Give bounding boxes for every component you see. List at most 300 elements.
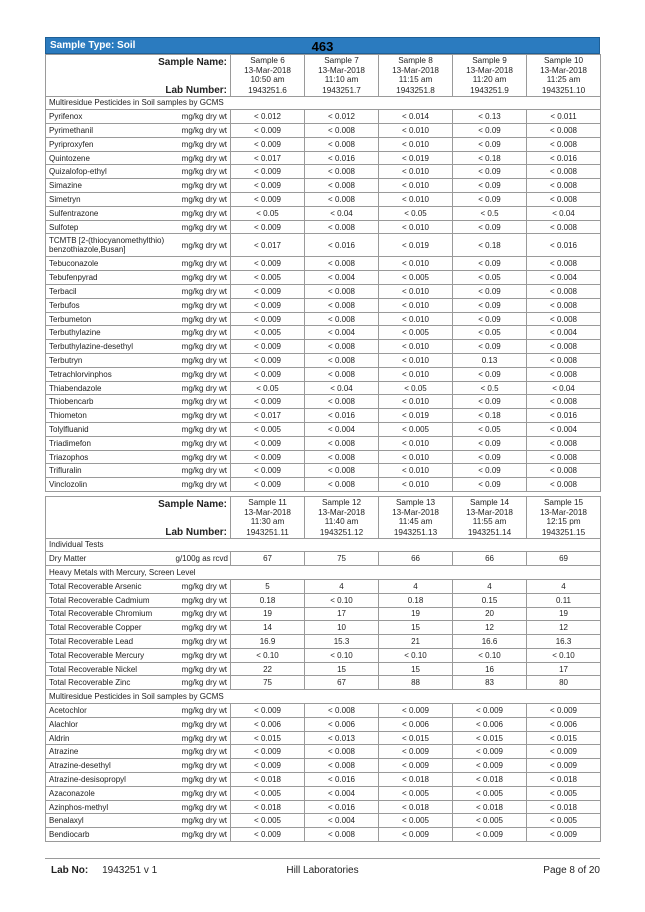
result-value: < 0.09 — [453, 165, 527, 179]
result-value: 75 — [231, 676, 305, 690]
unit: mg/kg dry wt — [173, 151, 231, 165]
unit: mg/kg dry wt — [173, 312, 231, 326]
result-value: < 0.5 — [453, 381, 527, 395]
result-value: < 0.018 — [379, 773, 453, 787]
table-row — [46, 552, 601, 566]
result-value: < 0.008 — [527, 395, 601, 409]
result-value: 4 — [305, 579, 379, 593]
parameter-name: Alachlor — [46, 717, 173, 731]
table-row — [46, 179, 601, 193]
parameter-name: Total Recoverable Lead — [46, 635, 173, 649]
sample-name: Sample 10 — [543, 56, 584, 65]
sample-type-title: Sample Type: Soil — [45, 37, 600, 54]
table-row — [46, 220, 601, 234]
sample-date: 13-Mar-2018 — [244, 507, 291, 517]
sample-header-cell — [527, 497, 601, 527]
result-value: < 0.10 — [305, 593, 379, 607]
result-value: < 0.016 — [527, 234, 601, 257]
result-value: 21 — [379, 635, 453, 649]
table-row — [46, 395, 601, 409]
table-row — [46, 731, 601, 745]
result-value: 15 — [305, 662, 379, 676]
result-value: < 0.008 — [305, 340, 379, 354]
result-value: < 0.004 — [527, 423, 601, 437]
result-value: < 0.009 — [231, 165, 305, 179]
unit: mg/kg dry wt — [173, 450, 231, 464]
result-value: < 0.009 — [231, 354, 305, 368]
sample-name: Sample 15 — [543, 498, 584, 508]
sample-time: 10:50 am — [250, 75, 285, 84]
result-value: < 0.005 — [379, 814, 453, 828]
result-value: 5 — [231, 579, 305, 593]
sample-header-cell — [305, 497, 379, 527]
result-value: < 0.008 — [305, 220, 379, 234]
table-row — [46, 800, 601, 814]
result-value: < 0.005 — [453, 786, 527, 800]
unit: mg/kg dry wt — [173, 704, 231, 718]
result-value: < 0.009 — [231, 340, 305, 354]
result-value: < 0.010 — [379, 137, 453, 151]
result-value: 19 — [527, 607, 601, 621]
result-value: < 0.018 — [231, 800, 305, 814]
result-value: < 0.09 — [453, 312, 527, 326]
result-value: < 0.005 — [231, 786, 305, 800]
result-value: < 0.008 — [527, 478, 601, 492]
section-title: Heavy Metals with Mercury, Screen Level — [46, 566, 601, 580]
table-row — [46, 271, 601, 285]
result-value: < 0.010 — [379, 285, 453, 299]
result-value: < 0.10 — [527, 648, 601, 662]
sample-header-row — [46, 497, 601, 527]
table-row — [46, 409, 601, 423]
result-value: < 0.016 — [305, 151, 379, 165]
result-value: < 0.018 — [527, 773, 601, 787]
result-value: < 0.004 — [305, 326, 379, 340]
result-value: < 0.005 — [527, 814, 601, 828]
result-value: < 0.004 — [305, 423, 379, 437]
parameter-name: Triazophos — [46, 450, 173, 464]
sample-date: 13-Mar-2018 — [540, 507, 587, 517]
result-value: < 0.017 — [231, 151, 305, 165]
parameter-name: Total Recoverable Zinc — [46, 676, 173, 690]
result-value: < 0.009 — [231, 478, 305, 492]
result-value: < 0.010 — [379, 220, 453, 234]
result-value: 19 — [379, 607, 453, 621]
result-value: < 0.008 — [527, 220, 601, 234]
parameter-name: Tebufenpyrad — [46, 271, 173, 285]
result-value: < 0.010 — [379, 464, 453, 478]
result-value: < 0.04 — [305, 206, 379, 220]
result-value: < 0.008 — [305, 298, 379, 312]
table-row — [46, 717, 601, 731]
result-value: < 0.009 — [379, 704, 453, 718]
result-value: < 0.009 — [231, 759, 305, 773]
sample-date: 13-Mar-2018 — [540, 65, 587, 75]
result-value: < 0.010 — [379, 165, 453, 179]
lab-number-cell: 1943251.13 — [379, 527, 453, 539]
parameter-name: Tolylfluanid — [46, 423, 173, 437]
result-value: < 0.09 — [453, 367, 527, 381]
result-value: < 0.009 — [231, 257, 305, 271]
table-row — [46, 635, 601, 649]
parameter-name: Total Recoverable Arsenic — [46, 579, 173, 593]
section-row — [46, 690, 601, 704]
table-row — [46, 814, 601, 828]
result-value: < 0.05 — [231, 381, 305, 395]
result-value: < 0.010 — [379, 193, 453, 207]
result-value: < 0.010 — [379, 179, 453, 193]
sample-time: 11:25 am — [546, 75, 581, 84]
table-row — [46, 124, 601, 138]
result-value: 17 — [305, 607, 379, 621]
result-value: < 0.008 — [527, 257, 601, 271]
parameter-name: Bendiocarb — [46, 828, 173, 842]
unit: mg/kg dry wt — [173, 193, 231, 207]
result-value: < 0.004 — [305, 814, 379, 828]
unit: g/100g as rcvd — [173, 552, 231, 566]
result-value: < 0.09 — [453, 257, 527, 271]
parameter-name: Total Recoverable Cadmium — [46, 593, 173, 607]
result-value: < 0.18 — [453, 409, 527, 423]
unit: mg/kg dry wt — [173, 607, 231, 621]
table-row — [46, 110, 601, 124]
parameter-name: Total Recoverable Copper — [46, 621, 173, 635]
unit: mg/kg dry wt — [173, 773, 231, 787]
lab-number-cell: 1943251.12 — [305, 527, 379, 539]
result-value: 0.18 — [379, 593, 453, 607]
sample-date: 13-Mar-2018 — [318, 507, 365, 517]
result-value: < 0.009 — [527, 745, 601, 759]
result-value: < 0.012 — [231, 110, 305, 124]
result-value: < 0.009 — [231, 312, 305, 326]
table-row — [46, 298, 601, 312]
result-value: < 0.09 — [453, 340, 527, 354]
result-value: < 0.05 — [379, 206, 453, 220]
result-value: < 0.008 — [305, 124, 379, 138]
result-value: < 0.008 — [305, 312, 379, 326]
result-value: < 0.017 — [231, 409, 305, 423]
parameter-name: Terbufos — [46, 298, 173, 312]
table-row — [46, 759, 601, 773]
result-value: < 0.015 — [379, 731, 453, 745]
sample-time: 11:30 am — [250, 517, 285, 527]
parameter-name: Simazine — [46, 179, 173, 193]
result-value: < 0.010 — [379, 124, 453, 138]
result-value: < 0.009 — [231, 367, 305, 381]
table-row — [46, 745, 601, 759]
result-value: < 0.009 — [453, 828, 527, 842]
result-value: < 0.009 — [231, 220, 305, 234]
result-value: < 0.09 — [453, 220, 527, 234]
parameter-name: Quizalofop-ethyl — [46, 165, 173, 179]
result-value: < 0.010 — [379, 354, 453, 368]
unit: mg/kg dry wt — [173, 676, 231, 690]
unit: mg/kg dry wt — [173, 234, 231, 257]
table-row — [46, 137, 601, 151]
unit: mg/kg dry wt — [173, 137, 231, 151]
section-row — [46, 96, 601, 110]
result-value: < 0.016 — [305, 409, 379, 423]
parameter-name: Terbuthylazine-desethyl — [46, 340, 173, 354]
unit: mg/kg dry wt — [173, 828, 231, 842]
result-value: < 0.016 — [527, 151, 601, 165]
unit: mg/kg dry wt — [173, 381, 231, 395]
table-row — [46, 193, 601, 207]
unit: mg/kg dry wt — [173, 326, 231, 340]
result-value: < 0.05 — [231, 206, 305, 220]
result-value: < 0.05 — [453, 271, 527, 285]
result-value: < 0.008 — [305, 450, 379, 464]
parameter-name: Terbacil — [46, 285, 173, 299]
unit: mg/kg dry wt — [173, 478, 231, 492]
result-value: < 0.009 — [453, 745, 527, 759]
unit: mg/kg dry wt — [173, 409, 231, 423]
footer-lab-no-value: 1943251 v 1 — [102, 865, 158, 876]
result-value: < 0.008 — [305, 285, 379, 299]
parameter-name: Terbuthylazine — [46, 326, 173, 340]
result-value: < 0.009 — [231, 436, 305, 450]
parameter-name: Total Recoverable Nickel — [46, 662, 173, 676]
result-value: < 0.008 — [305, 193, 379, 207]
result-value: < 0.009 — [231, 137, 305, 151]
parameter-name: Total Recoverable Mercury — [46, 648, 173, 662]
result-value: < 0.009 — [453, 759, 527, 773]
table-row — [46, 381, 601, 395]
result-value: < 0.018 — [379, 800, 453, 814]
result-value: < 0.008 — [305, 179, 379, 193]
parameter-name: Thiobencarb — [46, 395, 173, 409]
result-value: < 0.008 — [527, 298, 601, 312]
result-value: < 0.09 — [453, 436, 527, 450]
result-value: < 0.09 — [453, 450, 527, 464]
result-value: < 0.006 — [305, 717, 379, 731]
parameter-name: Vinclozolin — [46, 478, 173, 492]
parameter-name: Total Recoverable Chromium — [46, 607, 173, 621]
table-row — [46, 464, 601, 478]
table-row — [46, 206, 601, 220]
result-value: < 0.10 — [231, 648, 305, 662]
result-value: < 0.008 — [305, 828, 379, 842]
table-row — [46, 367, 601, 381]
result-value: < 0.05 — [453, 326, 527, 340]
unit: mg/kg dry wt — [173, 165, 231, 179]
parameter-name: Sulfotep — [46, 220, 173, 234]
table-row — [46, 648, 601, 662]
sample-name: Sample 14 — [469, 498, 510, 508]
result-value: < 0.008 — [305, 745, 379, 759]
result-value: < 0.09 — [453, 298, 527, 312]
parameter-name: Tebuconazole — [46, 257, 173, 271]
result-value: < 0.008 — [527, 312, 601, 326]
table-row — [46, 354, 601, 368]
result-value: < 0.005 — [231, 814, 305, 828]
result-value: < 0.018 — [453, 800, 527, 814]
result-value: < 0.016 — [305, 773, 379, 787]
result-value: 10 — [305, 621, 379, 635]
result-value: < 0.011 — [527, 110, 601, 124]
sample-name: Sample 7 — [324, 56, 359, 65]
result-value: < 0.13 — [453, 110, 527, 124]
result-value: < 0.009 — [231, 450, 305, 464]
result-value: 67 — [305, 676, 379, 690]
sample-date: 13-Mar-2018 — [466, 507, 513, 517]
sample-name: Sample 6 — [250, 56, 285, 65]
result-value: < 0.009 — [379, 745, 453, 759]
result-value: 17 — [527, 662, 601, 676]
result-value: < 0.010 — [379, 298, 453, 312]
parameter-name: Aldrin — [46, 731, 173, 745]
result-value: < 0.008 — [527, 464, 601, 478]
section-title: Individual Tests — [46, 538, 601, 552]
result-value: < 0.005 — [379, 423, 453, 437]
sample-time: 11:40 am — [324, 517, 359, 527]
result-value: < 0.04 — [527, 206, 601, 220]
result-value: < 0.010 — [379, 478, 453, 492]
parameter-name: Atrazine-desethyl — [46, 759, 173, 773]
unit: mg/kg dry wt — [173, 271, 231, 285]
result-value: < 0.009 — [453, 704, 527, 718]
table-row — [46, 234, 601, 257]
result-value: < 0.010 — [379, 436, 453, 450]
parameter-name: Terbutryn — [46, 354, 173, 368]
unit: mg/kg dry wt — [173, 593, 231, 607]
result-value: 12 — [453, 621, 527, 635]
parameter-name: Thiometon — [46, 409, 173, 423]
result-value: < 0.04 — [527, 381, 601, 395]
lab-number-cell: 1943251.14 — [453, 527, 527, 539]
result-value: < 0.010 — [379, 312, 453, 326]
result-value: 4 — [453, 579, 527, 593]
result-value: 67 — [231, 552, 305, 566]
sample-name-label: Sample Name: — [46, 55, 231, 85]
sample-time: 11:55 am — [472, 517, 507, 527]
result-value: < 0.10 — [453, 648, 527, 662]
section-row — [46, 566, 601, 580]
result-value: < 0.09 — [453, 464, 527, 478]
result-value: < 0.006 — [453, 717, 527, 731]
result-value: < 0.005 — [231, 326, 305, 340]
result-value: < 0.010 — [379, 450, 453, 464]
sample-time: 11:20 am — [472, 75, 507, 84]
table-row — [46, 579, 601, 593]
section-row — [46, 538, 601, 552]
result-value: < 0.005 — [379, 786, 453, 800]
result-value: < 0.008 — [527, 285, 601, 299]
unit: mg/kg dry wt — [173, 579, 231, 593]
table-row — [46, 312, 601, 326]
parameter-name: Trifluralin — [46, 464, 173, 478]
sample-time: 11:10 am — [324, 75, 359, 84]
result-value: 15.3 — [305, 635, 379, 649]
table-row — [46, 340, 601, 354]
lab-number-cell: 1943251.11 — [231, 527, 305, 539]
sample-date: 13-Mar-2018 — [318, 65, 365, 75]
sample-header-cell — [231, 497, 305, 527]
result-value: < 0.09 — [453, 124, 527, 138]
lab-number-label: Lab Number: — [46, 85, 231, 97]
parameter-name: Simetryn — [46, 193, 173, 207]
unit: mg/kg dry wt — [173, 220, 231, 234]
result-value: 16.3 — [527, 635, 601, 649]
result-value: < 0.09 — [453, 193, 527, 207]
result-value: < 0.018 — [527, 800, 601, 814]
parameter-name: Sulfentrazone — [46, 206, 173, 220]
sample-name: Sample 8 — [398, 56, 433, 65]
result-value: < 0.009 — [231, 395, 305, 409]
result-value: < 0.008 — [305, 464, 379, 478]
section-title: Multiresidue Pesticides in Soil samples by GCMS — [46, 96, 601, 110]
result-value: 75 — [305, 552, 379, 566]
result-value: < 0.009 — [231, 704, 305, 718]
result-value: < 0.009 — [231, 285, 305, 299]
table-row — [46, 676, 601, 690]
result-value: < 0.010 — [379, 395, 453, 409]
unit: mg/kg dry wt — [173, 759, 231, 773]
unit: mg/kg dry wt — [173, 340, 231, 354]
results-table — [45, 54, 601, 842]
result-value: < 0.18 — [453, 234, 527, 257]
table-row — [46, 704, 601, 718]
unit: mg/kg dry wt — [173, 621, 231, 635]
lab-number-row — [46, 527, 601, 539]
result-value: 66 — [453, 552, 527, 566]
footer-company: Hill Laboratories — [286, 865, 359, 876]
result-value: < 0.019 — [379, 409, 453, 423]
table-row — [46, 773, 601, 787]
unit: mg/kg dry wt — [173, 257, 231, 271]
unit: mg/kg dry wt — [173, 717, 231, 731]
sample-date: 13-Mar-2018 — [244, 65, 291, 75]
result-value: < 0.014 — [379, 110, 453, 124]
result-value: < 0.004 — [527, 326, 601, 340]
unit: mg/kg dry wt — [173, 731, 231, 745]
parameter-name: Atrazine — [46, 745, 173, 759]
table-row — [46, 151, 601, 165]
result-value: < 0.016 — [305, 234, 379, 257]
result-value: < 0.008 — [527, 165, 601, 179]
table-row — [46, 285, 601, 299]
result-value: 0.11 — [527, 593, 601, 607]
section-title: Multiresidue Pesticides in Soil samples by GCMS — [46, 690, 601, 704]
result-value: < 0.010 — [379, 340, 453, 354]
table-row — [46, 478, 601, 492]
result-value: < 0.05 — [453, 423, 527, 437]
sample-time: 11:15 am — [398, 75, 433, 84]
result-value: < 0.005 — [231, 271, 305, 285]
footer-page-indicator: Page 8 of 20 — [543, 865, 600, 876]
parameter-name: Pyriproxyfen — [46, 137, 173, 151]
result-value: < 0.009 — [231, 828, 305, 842]
sample-header-cell — [231, 55, 305, 85]
result-value: < 0.005 — [231, 423, 305, 437]
unit: mg/kg dry wt — [173, 298, 231, 312]
result-value: < 0.10 — [305, 648, 379, 662]
parameter-name: Acetochlor — [46, 704, 173, 718]
result-value: < 0.006 — [379, 717, 453, 731]
sample-name: Sample 13 — [395, 498, 436, 508]
sample-name: Sample 9 — [472, 56, 507, 65]
parameter-name: Atrazine-desisopropyl — [46, 773, 173, 787]
result-value: < 0.019 — [379, 234, 453, 257]
result-value: < 0.010 — [379, 257, 453, 271]
sample-time: 11:45 am — [398, 517, 433, 527]
result-value: < 0.008 — [305, 367, 379, 381]
lab-number-cell: 1943251.15 — [527, 527, 601, 539]
sample-date: 13-Mar-2018 — [466, 65, 513, 75]
result-value: < 0.008 — [305, 165, 379, 179]
result-value: < 0.005 — [453, 814, 527, 828]
sample-header-cell — [453, 55, 527, 85]
